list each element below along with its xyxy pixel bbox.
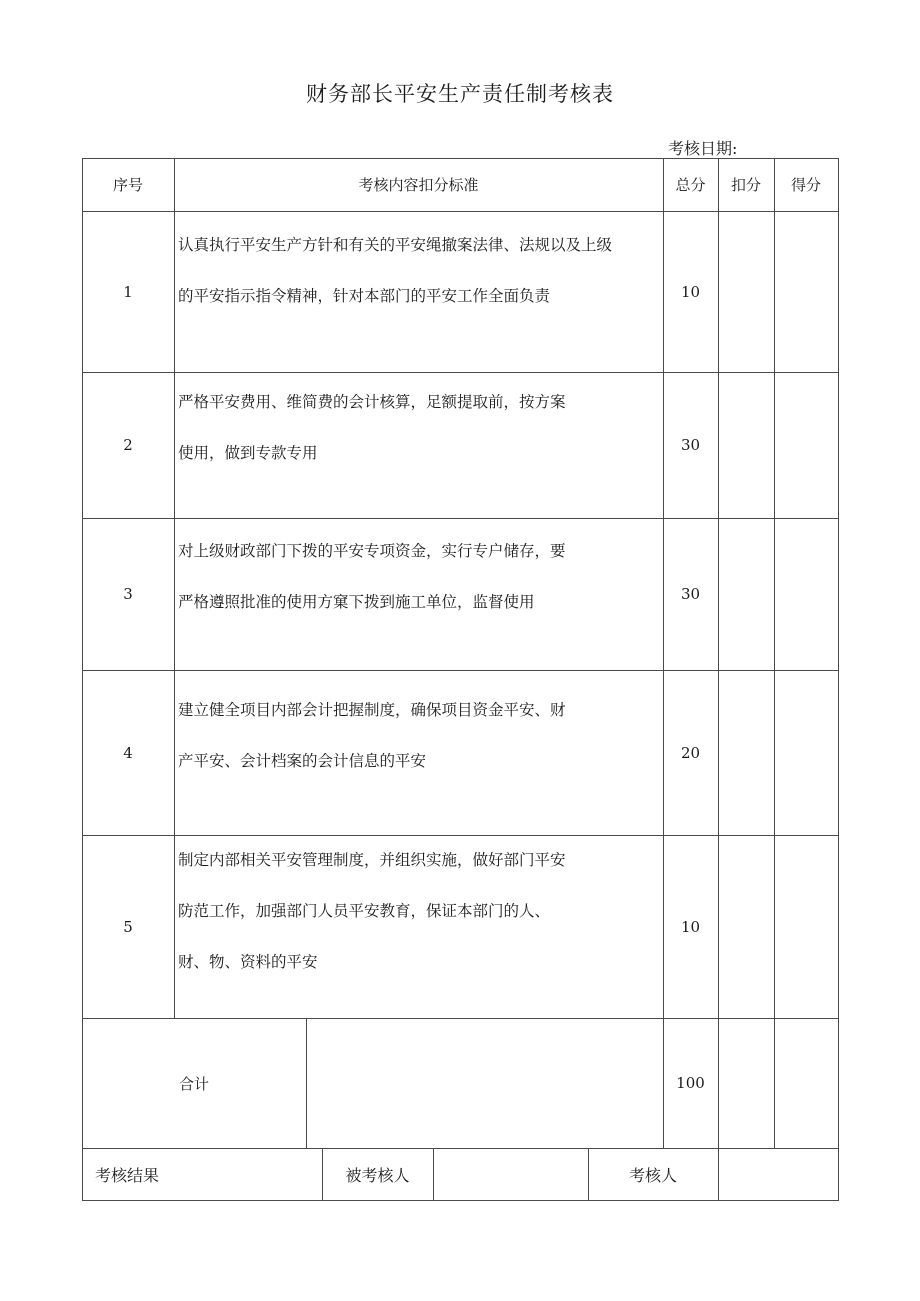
document-title: 财务部长平安生产责任制考核表: [306, 82, 614, 106]
row-no: 5: [123, 917, 133, 936]
sum-score-cell[interactable]: [774, 1018, 838, 1148]
row-deduct-cell[interactable]: [718, 211, 774, 372]
row-no: 1: [123, 282, 133, 301]
examinee-label: 被考核人: [345, 1165, 410, 1185]
sum-total: 100: [676, 1074, 705, 1092]
row-content: 认真执行平安生产方针和有关的平安绳撤案法律、法规以及上级 的平安指示指令精神，针对本部门的平安工作全面负责: [178, 236, 613, 305]
examinee-signature-cell[interactable]: [433, 1148, 588, 1200]
row-score-cell[interactable]: [774, 670, 838, 835]
result-label: 考核结果: [95, 1166, 160, 1185]
row-content: 制定内部相关平安管理制度，并组织实施，做好部门平安 防范工作，加强部门人员平安教育，保证本部门的人、 财、物、资料的平安: [178, 851, 566, 971]
row-total: 10: [680, 917, 701, 936]
sum-remarks-cell[interactable]: [306, 1018, 663, 1148]
header-total: 总分: [675, 176, 706, 194]
row-score-cell[interactable]: [774, 211, 838, 372]
examiner-label: 考核人: [628, 1165, 677, 1185]
row-deduct-cell[interactable]: [718, 670, 774, 835]
assessment-table: [82, 158, 839, 1201]
row-content: 建立健全项目内部会计把握制度，确保项目资金平安、财 产平安、会计档案的会计信息的平安: [178, 701, 566, 770]
row-score-cell[interactable]: [774, 835, 838, 1018]
sum-label: 合计: [178, 1074, 209, 1093]
assessment-date-label: 考核日期:: [668, 139, 738, 158]
row-score-cell[interactable]: [774, 372, 838, 518]
row-total: 10: [680, 282, 701, 301]
header-content: 考核内容扣分标准: [358, 176, 479, 194]
row-total: 30: [680, 436, 701, 454]
header-no: 序号: [112, 176, 143, 194]
row-no: 3: [123, 585, 133, 603]
row-no: 2: [123, 436, 133, 454]
row-score-cell[interactable]: [774, 518, 838, 670]
row-content: 对上级财政部门下拨的平安专项资金，实行专户储存，要 严格遵照批准的使用方窠下拨到施工单位，监督使用: [178, 542, 566, 611]
sum-deduct-cell[interactable]: [718, 1018, 774, 1148]
header-deduct: 扣分: [730, 176, 761, 194]
row-no: 4: [123, 743, 133, 762]
examiner-signature-cell[interactable]: [718, 1148, 838, 1200]
header-score: 得分: [790, 176, 821, 194]
row-deduct-cell[interactable]: [718, 835, 774, 1018]
row-deduct-cell[interactable]: [718, 372, 774, 518]
row-deduct-cell[interactable]: [718, 518, 774, 670]
row-content: 严格平安费用、维简费的会计核算，足额提取前，按方案 使用，做到专款专用: [178, 393, 566, 462]
row-total: 30: [680, 585, 701, 603]
row-total: 20: [680, 743, 701, 762]
